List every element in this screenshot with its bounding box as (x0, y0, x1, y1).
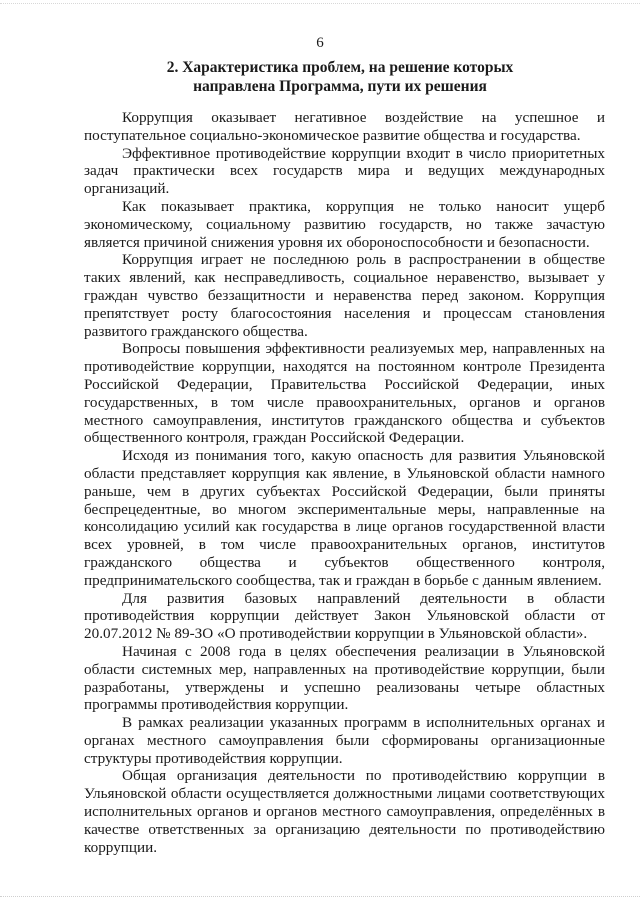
paragraph-5: Вопросы повышения эффективности реализуемых мер, направленных на противодействие коррупции, находятся на постоянном контроле Президента Российской Федерации, Правительства Российской Федерации, иных государственных, в том числе правоохранительных, органов и органов местного самоуправления, институтов гражданского общества и субъектов общественного контроля, граждан Российской Федерации. (84, 340, 605, 447)
paragraph-2: Эффективное противодействие коррупции входит в число приоритетных задач практически всех государств мира и ведущих международных организаций. (84, 144, 605, 198)
body-text (84, 109, 605, 856)
paragraph-3: Как показывает практика, коррупция не только наносит ущерб экономическому, социальному развитию государств, но также зачастую является причиной снижения уровня их обороноспособности и безопасности. (84, 197, 605, 251)
paragraph-1: Коррупция оказывает негативное воздействие на успешное и поступательное социально-экономическое развитие общества и государства. (84, 109, 605, 144)
paragraph-6: Исходя из понимания того, какую опасность для развития Ульяновской области представляет коррупция как явление, в Ульяновской области намного раньше, чем в других субъектах Российской Федерации, были приняты беспрецедентные, во многом экспериментальные меры, направленные на консолидацию усилий как государства в лице органов государственной власти всех уровней, в том числе правоохранительных органов, институтов гражданского общества и субъектов общественного контроля, предпринимательского сообщества, так и граждан в борьбе с данным явлением. (84, 447, 605, 589)
page-number: 6 (316, 35, 324, 51)
paragraph-8: Начиная с 2008 года в целях обеспечения реализации в Ульяновской области системных мер, направленных на противодействие коррупции, были разработаны, утверждены и успешно реализованы четыре областных программы противодействия коррупции. (84, 642, 605, 714)
section-heading-line-2: направлена Программа, пути их решения (193, 78, 487, 95)
section-heading-line-1: 2. Характеристика проблем, на решение которых (166, 59, 514, 76)
paragraph-10: Общая организация деятельности по противодействию коррупции в Ульяновской области осуществляется должностными лицами соответствующих исполнительных органов и органов местного самоуправления, определённых в качестве ответственных за организацию деятельности по противодействию коррупции. (84, 767, 605, 856)
section-heading (60, 58, 620, 96)
paragraph-9: В рамках реализации указанных программ в исполнительных органах и органах местного самоуправления были сформированы организационные структуры противодействия коррупции. (84, 714, 605, 767)
scan-bottom-edge (0, 896, 640, 898)
paragraph-7: Для развития базовых направлений деятельности в области противодействия коррупции действует Закон Ульяновской области от 20.07.2012 № 89-ЗО «О противодействии коррупции в Ульяновской области». (84, 589, 605, 643)
scan-top-edge (0, 3, 640, 5)
paragraph-4: Коррупция играет не последнюю роль в распространении в обществе таких явлений, как несправедливость, социальное неравенство, вызывает у граждан чувство беззащитности и неравенства перед законом. Коррупция препятствует росту благосостояния населения и процессам становления развитого гражданского общества. (84, 251, 605, 340)
